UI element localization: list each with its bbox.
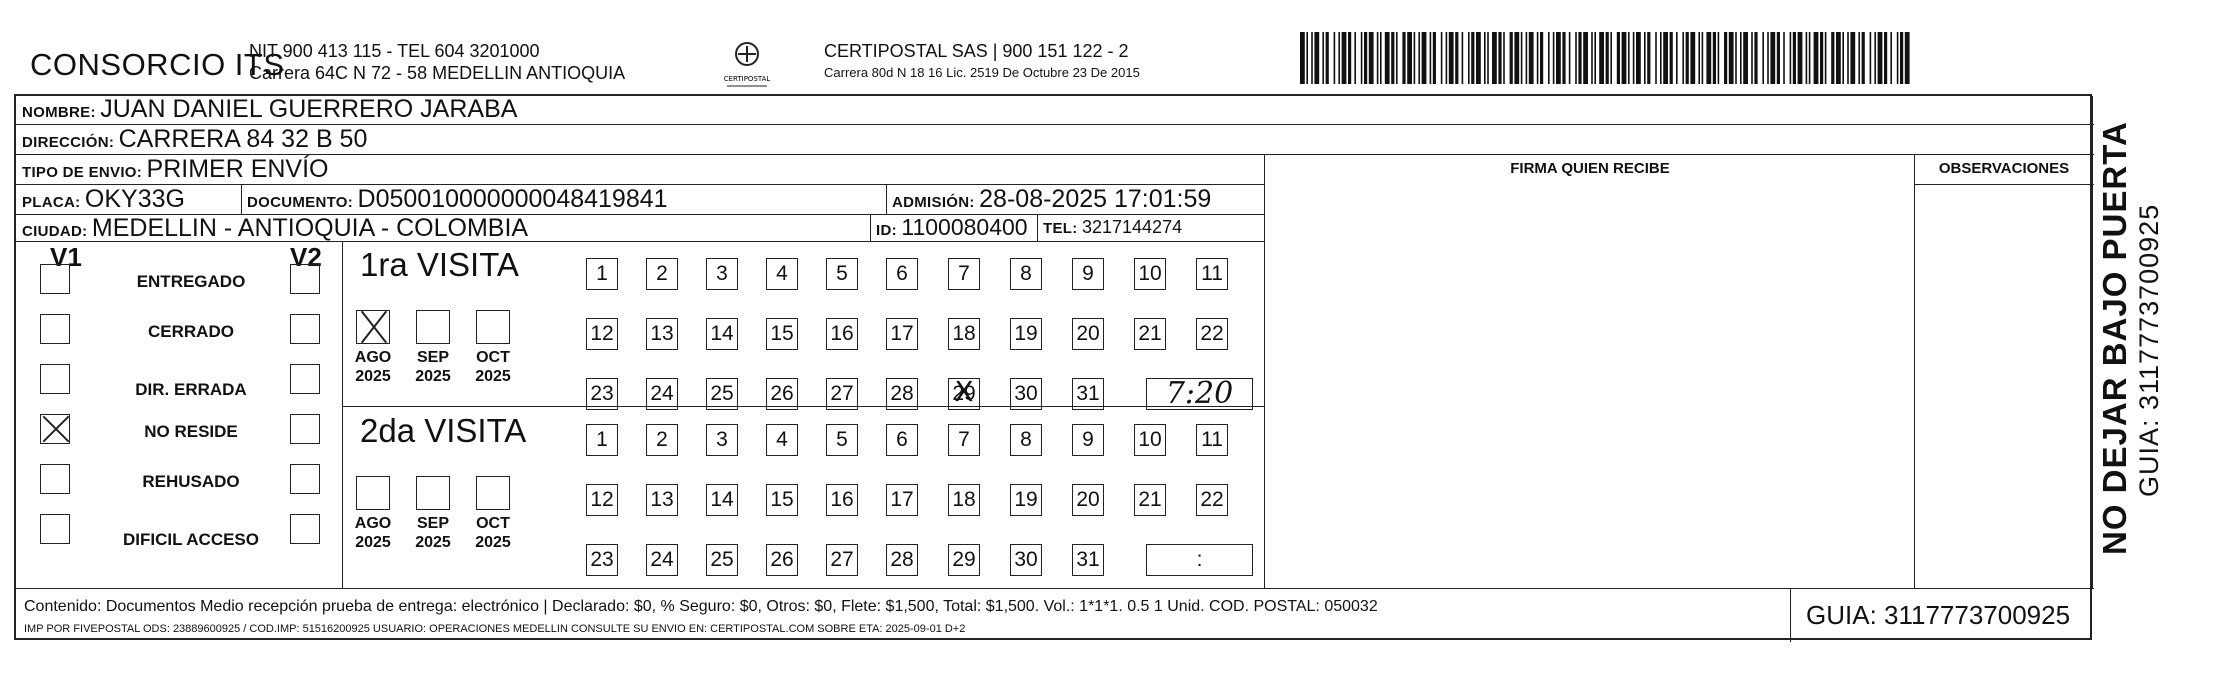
day-box[interactable]: 6 <box>886 424 918 456</box>
month-label: OCT 2025 <box>475 349 511 385</box>
day-box[interactable]: 12 <box>586 484 618 516</box>
month-label: SEP 2025 <box>415 349 451 385</box>
status-label: REHUSADO <box>142 472 240 491</box>
svg-text:CERTIPOSTAL: CERTIPOSTAL <box>723 75 771 83</box>
barcode <box>1300 32 1910 84</box>
day-box[interactable]: 3 <box>706 424 738 456</box>
day-box[interactable]: 19 <box>1010 318 1042 350</box>
day-box[interactable]: 4 <box>766 258 798 290</box>
tipo-envio-field: TIPO DE ENVIO: PRIMER ENVÍO <box>22 155 329 183</box>
status-label: CERRADO <box>148 322 234 341</box>
day-box[interactable]: 29 <box>948 544 980 576</box>
month-checkbox-1-1[interactable] <box>416 476 450 510</box>
v2-checkbox-0[interactable] <box>290 264 320 294</box>
day-box[interactable]: 2 <box>646 424 678 456</box>
day-box[interactable]: 7 <box>948 424 980 456</box>
day-box[interactable]: 15 <box>766 318 798 350</box>
day-box[interactable]: 10 <box>1134 424 1166 456</box>
v2-checkbox-2[interactable] <box>290 364 320 394</box>
day-box[interactable]: 11 <box>1196 424 1228 456</box>
observaciones-label: OBSERVACIONES <box>1938 160 2070 177</box>
day-box[interactable]: 11 <box>1196 258 1228 290</box>
day-box[interactable]: 13 <box>646 318 678 350</box>
day-box[interactable]: 24 <box>646 544 678 576</box>
v2-checkbox-4[interactable] <box>290 464 320 494</box>
status-label: ENTREGADO <box>136 272 246 291</box>
day-box[interactable]: 29 X <box>948 378 980 410</box>
visit-title-0: 1ra VISITA <box>360 246 519 283</box>
id-value: 1100080400 <box>901 214 1028 240</box>
day-box[interactable]: 17 <box>886 484 918 516</box>
direccion-value: CARRERA 84 32 B 50 <box>118 125 368 153</box>
status-label: NO RESIDE <box>144 422 238 441</box>
v2-checkbox-1[interactable] <box>290 314 320 344</box>
day-box[interactable]: 17 <box>886 318 918 350</box>
day-box[interactable]: 19 <box>1010 484 1042 516</box>
day-box[interactable]: 4 <box>766 424 798 456</box>
side-guia: GUIA: 3117773700925 <box>2134 203 2164 497</box>
v2-header: V2 <box>290 242 322 272</box>
direccion-field: DIRECCIÓN: CARRERA 84 32 B 50 <box>22 125 368 153</box>
address-line: Carrera 64C N 72 - 58 MEDELLIN ANTIOQUIA <box>249 63 626 83</box>
day-box[interactable]: 21 <box>1134 318 1166 350</box>
day-box[interactable]: 27 <box>826 378 858 410</box>
side-title: NO DEJAR BAJO PUERTA <box>2096 121 2133 555</box>
ciudad-field: CIUDAD: MEDELLIN - ANTIOQUIA - COLOMBIA <box>22 214 529 242</box>
day-box[interactable]: 14 <box>706 318 738 350</box>
status-label: DIFICIL ACCESO <box>122 530 259 549</box>
day-box[interactable]: 6 <box>886 258 918 290</box>
day-box[interactable]: 24 <box>646 378 678 410</box>
firma-label: FIRMA QUIEN RECIBE <box>1510 160 1670 177</box>
v1-header: V1 <box>50 242 82 272</box>
certipostal-logo <box>722 36 772 92</box>
documento-field: DOCUMENTO: D050010000000048419841 <box>247 185 668 213</box>
month-label: SEP 2025 <box>415 515 451 551</box>
v1-checkbox-0[interactable] <box>40 264 70 294</box>
day-box[interactable]: 18 <box>948 484 980 516</box>
admision-value: 28-08-2025 17:01:59 <box>979 185 1212 213</box>
v2-checkbox-3[interactable] <box>290 414 320 444</box>
day-box[interactable]: 10 <box>1134 258 1166 290</box>
time-box-1[interactable]: : <box>1146 544 1253 576</box>
month-checkbox-0-2[interactable] <box>476 310 510 344</box>
day-box[interactable]: 1 <box>586 258 618 290</box>
day-box[interactable]: 20 <box>1072 484 1104 516</box>
v2-checkbox-5[interactable] <box>290 514 320 544</box>
day-box[interactable]: 30 <box>1010 544 1042 576</box>
id-field: ID: 1100080400 <box>876 214 1028 240</box>
v1-checkbox-2[interactable] <box>40 364 70 394</box>
day-box[interactable]: 14 <box>706 484 738 516</box>
footer-imp: IMP POR FIVEPOSTAL ODS: 23889600925 / COD.IMP: 51516200925 USUARIO: OPERACIONES MEDELLIN CONSULTE SU ENVIO EN: CERTIPOSTAL.COM SOBRE ETA: 2025-09-01 D+2 <box>24 623 966 635</box>
visit-title-1: 2da VISITA <box>360 412 527 449</box>
v1-checkbox-3[interactable] <box>40 414 70 444</box>
day-box[interactable]: 20 <box>1072 318 1104 350</box>
day-box[interactable]: 5 <box>826 424 858 456</box>
tipo-envio-value: PRIMER ENVÍO <box>146 155 329 183</box>
day-box[interactable]: 28 <box>886 544 918 576</box>
company-info <box>249 40 625 84</box>
certipostal-line: CERTIPOSTAL SAS | 900 151 122 - 2 <box>824 41 1129 61</box>
nombre-value: JUAN DANIEL GUERRERO JARABA <box>100 95 518 123</box>
day-box[interactable]: 30 <box>1010 378 1042 410</box>
day-box[interactable]: 25 <box>706 544 738 576</box>
day-box[interactable]: 7 <box>948 258 980 290</box>
placa-field: PLACA: OKY33G <box>22 185 185 213</box>
placa-value: OKY33G <box>84 185 185 213</box>
nombre-field: NOMBRE: JUAN DANIEL GUERRERO JARABA <box>22 95 518 123</box>
day-box[interactable]: 28 <box>886 378 918 410</box>
documento-value: D050010000000048419841 <box>357 185 668 213</box>
nit-line: NIT 900 413 115 - TEL 604 3201000 <box>249 41 540 61</box>
day-box[interactable]: 1 <box>586 424 618 456</box>
day-box[interactable]: 16 <box>826 318 858 350</box>
month-label: AGO 2025 <box>354 349 392 385</box>
day-box[interactable]: 8 <box>1010 424 1042 456</box>
day-box[interactable]: 3 <box>706 258 738 290</box>
day-box[interactable]: 13 <box>646 484 678 516</box>
day-box[interactable]: 22 <box>1196 484 1228 516</box>
time-box-0[interactable]: 7:20 <box>1146 378 1253 410</box>
day-box[interactable]: 15 <box>766 484 798 516</box>
status-label: DIR. ERRADA <box>135 380 247 399</box>
tel-field: TEL: 3217144274 <box>1043 217 1183 237</box>
day-box[interactable]: 9 <box>1072 424 1104 456</box>
delivery-card <box>14 94 2092 640</box>
day-box[interactable]: 23 <box>586 378 618 410</box>
day-box[interactable]: 21 <box>1134 484 1166 516</box>
day-box[interactable]: 2 <box>646 258 678 290</box>
day-box[interactable]: 18 <box>948 318 980 350</box>
footer-guia: GUIA: 3117773700925 <box>1806 600 2071 630</box>
month-checkbox-1-0[interactable] <box>356 476 390 510</box>
day-box[interactable]: 31 <box>1072 378 1104 410</box>
month-checkbox-1-2[interactable] <box>476 476 510 510</box>
month-checkbox-0-0[interactable] <box>356 310 390 344</box>
ciudad-value: MEDELLIN - ANTIOQUIA - COLOMBIA <box>91 214 529 242</box>
certipostal-sub: Carrera 80d N 18 16 Lic. 2519 De Octubre 23 De 2015 <box>824 65 1140 80</box>
company-name: CONSORCIO ITS <box>30 47 285 82</box>
day-box[interactable]: 16 <box>826 484 858 516</box>
day-box[interactable]: 25 <box>706 378 738 410</box>
day-box[interactable]: 26 <box>766 544 798 576</box>
day-box[interactable]: 27 <box>826 544 858 576</box>
day-box[interactable]: 31 <box>1072 544 1104 576</box>
v1-checkbox-5[interactable] <box>40 514 70 544</box>
month-label: OCT 2025 <box>475 515 511 551</box>
month-label: AGO 2025 <box>354 515 392 551</box>
tel-value: 3217144274 <box>1081 217 1183 237</box>
day-box[interactable]: 8 <box>1010 258 1042 290</box>
day-box[interactable]: 23 <box>586 544 618 576</box>
month-checkbox-0-1[interactable] <box>416 310 450 344</box>
footer-content: Contenido: Documentos Medio recepción prueba de entrega: electrónico | Declarado: $0, % Seguro: $0, Otros: $0, Flete: $1,500, Total: $1,500. Vol.: 1*1*1. 0.5 1 Unid. COD. POSTAL: 050032 <box>24 598 1378 615</box>
day-box[interactable]: 9 <box>1072 258 1104 290</box>
side-banner <box>2096 121 2165 555</box>
v1-checkbox-4[interactable] <box>40 464 70 494</box>
day-box[interactable]: 26 <box>766 378 798 410</box>
day-box[interactable]: 22 <box>1196 318 1228 350</box>
day-box[interactable]: 12 <box>586 318 618 350</box>
v1-checkbox-1[interactable] <box>40 314 70 344</box>
day-box[interactable]: 5 <box>826 258 858 290</box>
admision-field: ADMISIÓN: 28-08-2025 17:01:59 <box>892 185 1212 213</box>
certipostal-info <box>824 40 1140 84</box>
